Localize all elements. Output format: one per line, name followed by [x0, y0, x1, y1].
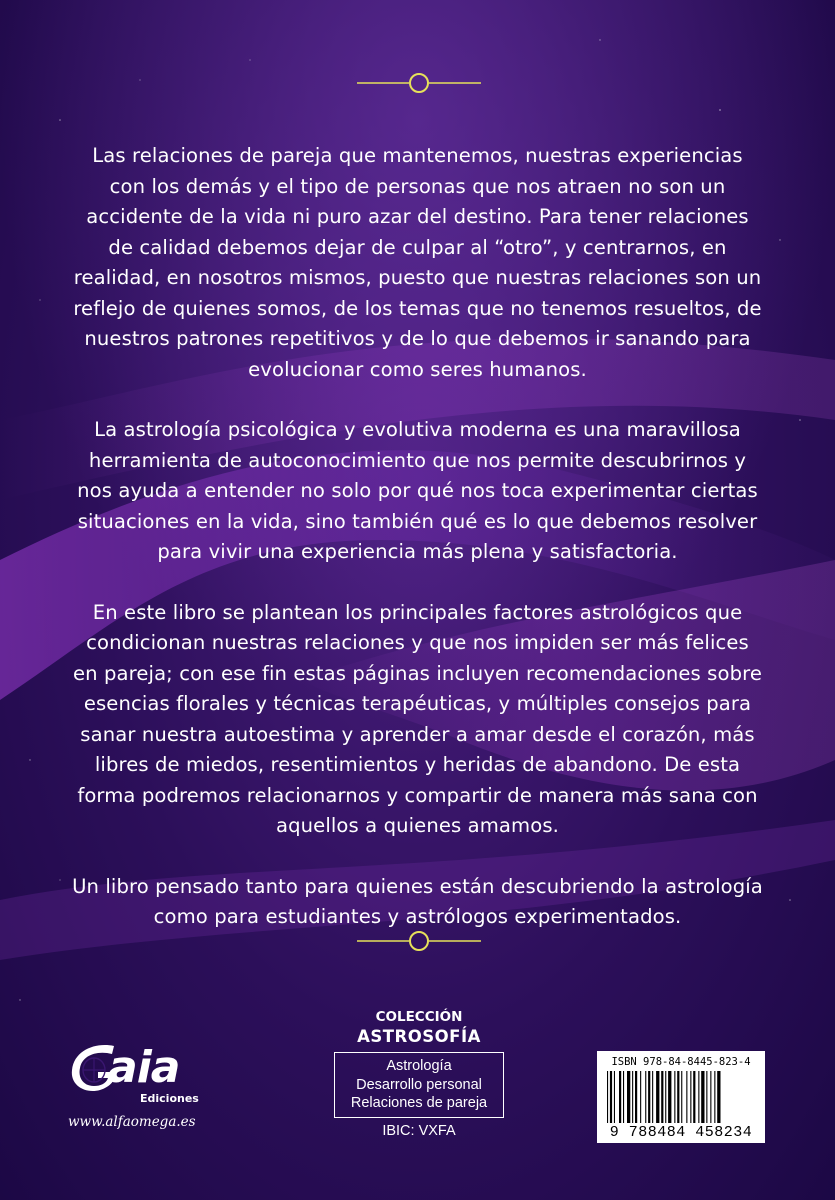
- barcode-bar: [665, 1071, 666, 1123]
- publisher-logo-text: aia: [108, 1042, 180, 1093]
- back-cover-text: [72, 141, 763, 963]
- barcode-bars: [607, 1071, 757, 1123]
- barcode-bar: [693, 1071, 695, 1123]
- barcode-bar: [686, 1071, 687, 1123]
- body-paragraph-3: En este libro se plantean los principales factores astrológicos que condicionan nuestras relaciones y que nos impiden ser más felices en pareja; con ese fin estas páginas incluyen recomendaciones sobre esencias florales y técnicas terapéuticas, y múltiples consejos para sanar nuestra autoestima y aprender a amar desde el corazón, más libres de miedos, resentimientos y heridas de abandono. De esta forma podremos relacionarnos y compartir de manera más sana con aquellos a quienes amamos.: [73, 600, 762, 837]
- barcode-bar: [623, 1071, 624, 1123]
- category-item: Desarrollo personal: [356, 1076, 482, 1093]
- publisher-website[interactable]: www.alfaomega.es: [68, 1114, 196, 1130]
- barcode-bar: [614, 1071, 615, 1123]
- barcode-bar: [610, 1071, 612, 1123]
- category-item: Relaciones de pareja: [350, 1095, 488, 1111]
- barcode-bar: [668, 1071, 671, 1123]
- barcode-bar: [690, 1071, 691, 1123]
- barcode-bar: [652, 1071, 653, 1123]
- barcode-bar: [677, 1071, 679, 1123]
- collection-label: COLECCIÓN: [375, 1009, 463, 1025]
- barcode-bar: [656, 1071, 659, 1123]
- barcode-bar: [674, 1071, 675, 1123]
- barcode-bar: [701, 1071, 704, 1123]
- barcode-bar: [698, 1071, 699, 1123]
- barcode-bar: [632, 1071, 633, 1123]
- barcode-bar: [710, 1071, 711, 1123]
- isbn-label: ISBN 978-84-8445-823-4: [611, 1056, 751, 1068]
- barcode-bar: [645, 1071, 646, 1123]
- category-box: [334, 1052, 504, 1118]
- publisher-logo: [66, 1032, 236, 1132]
- body-paragraph-2: La astrología psicológica y evolutiva moderna es una maravillosa herramienta de autoconocimiento que nos permite descubrirnos y nos ayuda a entender no solo por qué nos toca experimentar ciertas situaciones en la vida, sino también qué es lo que debemos resolver para vivir una experiencia más plena y satisfactoria.: [77, 418, 758, 563]
- ibic-code: IBIC: VXFA: [382, 1122, 456, 1139]
- barcode: [597, 1051, 765, 1143]
- barcode-bar: [717, 1071, 720, 1123]
- barcode-bar: [635, 1071, 637, 1123]
- barcode-bar: [640, 1071, 641, 1123]
- barcode-bar: [627, 1071, 630, 1123]
- barcode-bar: [648, 1071, 650, 1123]
- bottom-divider-ornament: [0, 929, 835, 953]
- barcode-bar: [706, 1071, 707, 1123]
- publisher-logo-subtext: Ediciones: [140, 1092, 199, 1105]
- barcode-bar: [661, 1071, 663, 1123]
- top-divider-ornament: [0, 71, 835, 95]
- collection-block: [334, 1008, 504, 1139]
- barcode-bar: [619, 1071, 621, 1123]
- barcode-bar: [714, 1071, 715, 1123]
- barcode-bar: [681, 1071, 682, 1123]
- body-paragraph-4: Un libro pensado tanto para quienes están descubriendo la astrología como para estudiantes y astrólogos experimentados.: [72, 874, 763, 928]
- collection-name: ASTROSOFÍA: [357, 1027, 481, 1046]
- isbn-digits: 9 788484 458234: [609, 1124, 753, 1141]
- body-paragraph-1: Las relaciones de pareja que mantenemos, nuestras experiencias con los demás y el tipo de personas que nos atraen no son un accidente de la vida ni puro azar del destino. Para tener relaciones de calidad debemos dejar de culpar al “otro”, y centrarnos, en realidad, en nosotros mismos, puesto que nuestras relaciones son un reflejo de quienes somos, de los temas que no tenemos resueltos, de nuestros patrones repetitivos y de lo que debemos ir sanando para evolucionar como seres humanos.: [73, 144, 762, 381]
- barcode-bar: [607, 1071, 608, 1123]
- category-item: Astrología: [386, 1058, 452, 1074]
